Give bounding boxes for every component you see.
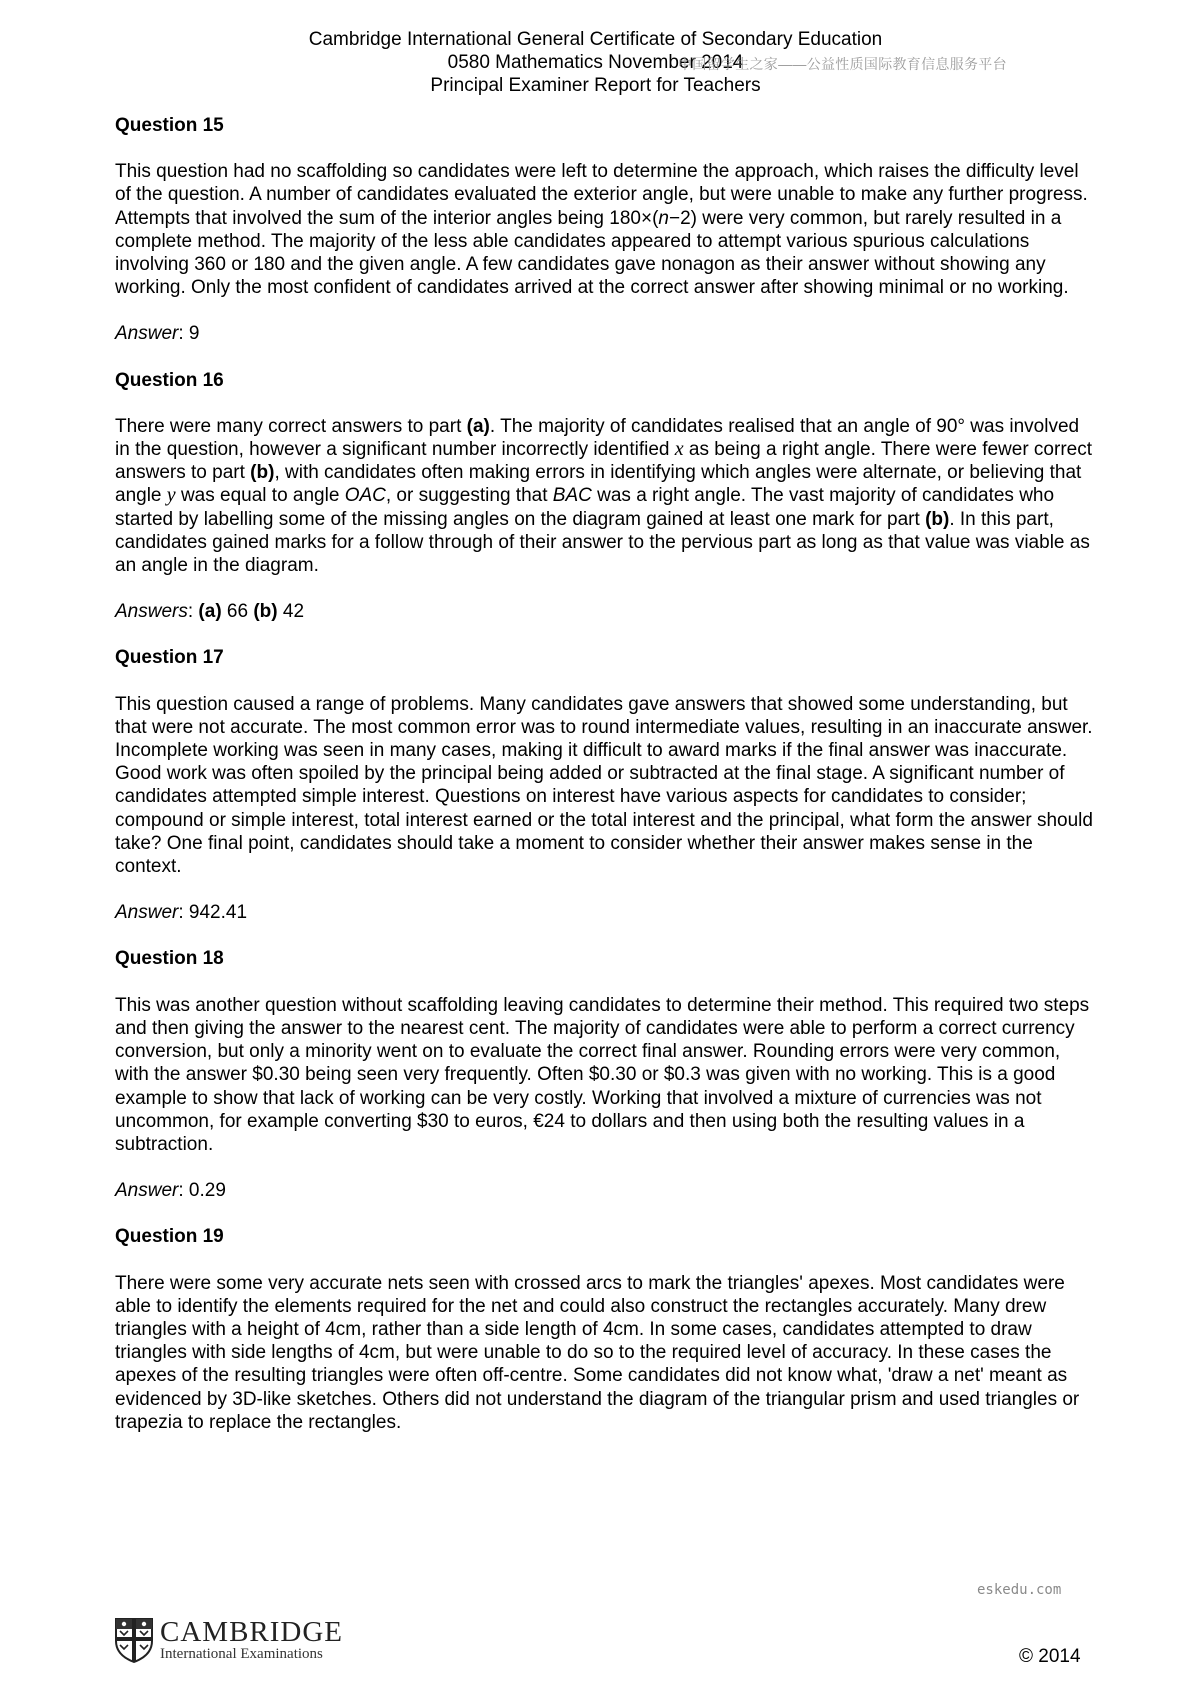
page-header <box>0 28 1191 97</box>
text-run: (b) <box>250 462 275 484</box>
text-run: OAC <box>344 485 386 507</box>
logo-name: CAMBRIDGE <box>160 1615 344 1648</box>
question-answer <box>115 901 1095 924</box>
question-paragraph <box>115 994 1095 1156</box>
text-run: : 942.41 <box>178 902 248 924</box>
header-line-3: Principal Examiner Report for Teachers <box>430 75 761 96</box>
text-run: (a) <box>466 415 490 437</box>
text-run: (b) <box>253 601 278 623</box>
question-answer <box>115 1179 1095 1202</box>
text-run: , or suggesting that <box>385 485 553 507</box>
text-run: was equal to angle <box>175 485 345 507</box>
text-run: −2) were very common, but rarely resulted in a complete method. The majority of the less able candidates appeared to attempt various spurious calculations involving 360 or 180 and the given angle. A few candidates gave nonagon as their answer without showing any working. Only the most confident of candidates arrived at the correct answer after showing minimal or no working. <box>115 207 1069 299</box>
text-run: Answer <box>115 902 179 924</box>
text-run: This question caused a range of problems. Many candidates gave answers that showed some understanding, but that were not accurate. The most common error was to round intermediate values, resulting in an inaccurate answer. Incomplete working was seen in many cases, making it difficult to award marks if the final answer was inaccurate. Good work was often spoiled by the principal being added or subtracted at the final stage. A significant number of candidates attempted simple interest. Questions on interest have various aspects for candidates to consider; compound or simple interest, total interest earned or the total interest and the principal, what form the answer should take? One final point, candidates should take a moment to consider whether their answer makes sense in the context. <box>115 693 1093 878</box>
question-answer <box>115 322 1095 345</box>
text-run: There were some very accurate nets seen with crossed arcs to mark the triangles' apexes. Most candidates were able to identify the elements required for the net and could also construct the rectangles accurately. Many drew triangles with a height of 4cm, rather than a side length of 4cm. In some cases, candidates attempted to draw triangles with side lengths of 4cm, but were unable to do so to the required level of accuracy. In these cases the apexes of the resulting triangles were often off-centre. Some candidates did not know what, 'draw a net' meant as evidenced by 3D-like sketches. Others did not understand the diagram of the triangular prism and used triangles or trapezia to replace the rectangles. <box>115 1272 1080 1433</box>
header-line-2: 0580 Mathematics November 2014 <box>447 52 744 73</box>
text-run: There were many correct answers to part <box>115 415 467 437</box>
cambridge-shield-icon <box>114 1617 154 1663</box>
header-line-1: Cambridge International General Certificate of Secondary Education <box>308 29 883 50</box>
copyright: © 2014 <box>1019 1646 1081 1667</box>
question-title: Question 18 <box>115 948 224 970</box>
text-run: : <box>187 601 199 623</box>
text-run: . In this part, candidates gained marks for a follow through of their answer to the pervious part as long as that value was viable as an angle in the diagram. <box>115 508 1090 577</box>
text-run: Answer <box>115 1180 179 1202</box>
cambridge-logo <box>114 1616 343 1664</box>
question-answer <box>115 600 1095 623</box>
text-run: 66 <box>221 601 254 623</box>
question-title: Question 16 <box>115 369 224 391</box>
watermark-eskedu: eskedu.com <box>977 1582 1062 1598</box>
report-content <box>115 114 1095 1457</box>
text-run: x <box>674 438 684 461</box>
text-run: Answer <box>115 323 179 345</box>
text-run: This was another question without scaffolding leaving candidates to determine their method. This required two steps and then giving the answer to the nearest cent. The majority of candidates were able to perform a correct currency conversion, but only a minority went on to evaluate the correct final answer. Rounding errors were very common, with the answer $0.30 being seen very frequently. Often $0.30 or $0.3 was given with no working. This is a good example to show that lack of working can be very costly. Working that involved a mixture of currencies was not uncommon, for example converting $30 to euros, €24 to dollars and then using both the resulting values in a subtraction. <box>115 994 1090 1155</box>
question-paragraph <box>115 160 1095 299</box>
text-run: n <box>658 207 669 229</box>
logo-subtitle: International Examinations <box>160 1645 323 1662</box>
text-run: : 0.29 <box>178 1180 226 1202</box>
text-run: (b) <box>925 508 950 530</box>
question-paragraph <box>115 1272 1095 1434</box>
text-run: was a right angle. The vast majority of candidates who started by labelling some of the missing angles on the diagram gained at least one mark for part <box>115 485 1055 530</box>
text-run: . The majority of candidates realised that an angle of 90° was involved in the question, however a significant number incorrectly identified <box>115 415 1080 461</box>
question-title: Question 15 <box>115 115 224 136</box>
text-run: 42 <box>277 601 305 623</box>
text-run: as being a right angle. There were fewer correct answers to part <box>115 439 1093 484</box>
question-title: Question 17 <box>115 647 224 669</box>
question-paragraph <box>115 693 1095 879</box>
text-run: : 9 <box>178 323 200 345</box>
question-paragraph <box>115 415 1095 577</box>
text-run: BAC <box>552 485 592 507</box>
question-title: Question 19 <box>115 1226 224 1248</box>
text-run: y <box>166 484 176 507</box>
text-run: (a) <box>198 601 222 623</box>
text-run: Answers <box>115 601 188 623</box>
text-run: , with candidates often making errors in identifying which angles were alternate, or believing that angle <box>115 462 1082 507</box>
watermark-top: 中国留学生之家——公益性质国际教育信息服务平台 <box>678 56 1007 72</box>
text-run: This question had no scaffolding so candidates were left to determine the approach, which raises the difficulty level of the question. A number of candidates evaluated the exterior angle, but were unable to make any further progress. Attempts that involved the sum of the interior angles being 180×( <box>115 161 1088 229</box>
